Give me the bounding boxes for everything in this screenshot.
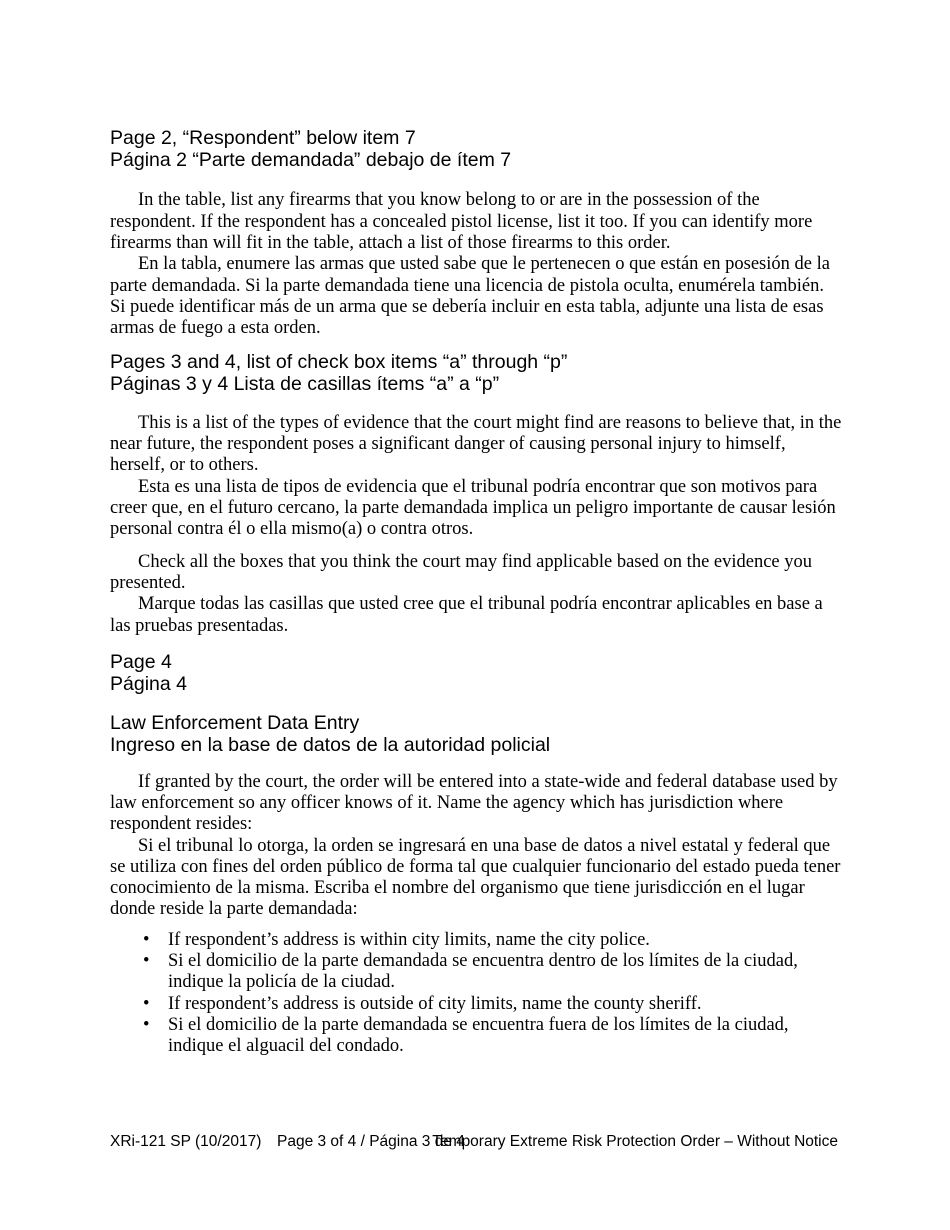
paragraph-evidence-list-en: This is a list of the types of evidence that the court might find are reasons to believe that, in the near future, the respondent poses a significant danger of causing personal injury to himself, herself, or to others. [110, 412, 842, 476]
section-heading-page2-es: Página 2 “Parte demandada” debajo de ítem 7 [110, 148, 512, 171]
footer-form-title: Temporary Extreme Risk Protection Order – Without Notice [432, 1133, 838, 1150]
paragraph-check-boxes-en: Check all the boxes that you think the court may find applicable based on the evidence you presented. [110, 551, 813, 593]
bullet-city-police-es: • Si el domicilio de la parte demandada se encuentra dentro de los límites de la ciudad, indique la policía de la ciudad. [110, 951, 844, 994]
footer-form-number: XRi-121 SP (10/2017) [110, 1133, 262, 1150]
paragraph-evidence-list-es: Esta es una lista de tipos de evidencia que el tribunal podría encontrar que son motivos para creer que, en el futuro cercano, la parte demandada implica un peligro importante de causar lesión personal contra él o ella mismo(a) o contra otros. [110, 476, 836, 540]
paragraph-firearms-table-es: En la tabla, enumere las armas que usted sabe que le pertenecen o que están en posesión de la parte demandada. Si la parte demandada tiene una licencia de pistola oculta, enumérela también. Si puede identificar más de un arma que se debería incluir en esta tabla, adjunte una lista de esas armas de fuego a esta orden. [110, 254, 830, 339]
paragraph-firearms-table-en: In the table, list any firearms that you know belong to or are in the possession of the respondent. If the respondent has a concealed pistol license, list it too. If you can identify more firearms than will fit in the table, attach a list of those firearms to this order. [110, 190, 813, 253]
bullet-county-sheriff-en: • If respondent’s address is outside of city limits, name the county sheriff. [110, 994, 844, 1015]
paragraph-database-en: If granted by the court, the order will be entered into a state-wide and federal database used by law enforcement so any officer knows of it. Name the agency which has jurisdiction where respondent resides: [110, 771, 838, 835]
bullet-city-police-en: • If respondent’s address is within city limits, name the city police. [110, 930, 844, 951]
footer-page-indicator: Page 3 of 4 / Página 3 de 4 [277, 1133, 465, 1150]
section-heading-data-entry [110, 713, 844, 756]
bullet-county-sheriff-es: • Si el domicilio de la parte demandada se encuentra fuera de los límites de la ciudad, indique el alguacil del condado. [110, 1015, 844, 1058]
agency-bullet-list [110, 930, 844, 1058]
paragraph-check-boxes-es: Marque todas las casillas que usted cree que el tribunal podría encontrar aplicables en base a las pruebas presentadas. [110, 594, 823, 636]
section-heading-checkboxes-es: Páginas 3 y 4 Lista de casillas ítems “a” a “p” [110, 373, 500, 396]
section-heading-page4-en: Page 4 [110, 650, 172, 673]
section-heading-checkboxes [110, 352, 844, 395]
section-heading-data-entry-es: Ingreso en la base de datos de la autoridad policial [110, 733, 551, 756]
section-heading-page2-en: Page 2, “Respondent” below item 7 [110, 127, 416, 149]
section-heading-page4 [110, 652, 844, 695]
paragraph-database-es: Si el tribunal lo otorga, la orden se ingresará en una base de datos a nivel estatal y federal que se utiliza con fines del orden público de forma tal que cualquier funcionario del estado pueda tener conocimiento de la misma. Escriba el nombre del organismo que tiene jurisdicción en el lugar donde reside la parte demandada: [110, 835, 841, 920]
instructions-content [110, 128, 844, 1058]
section-heading-checkboxes-en: Pages 3 and 4, list of check box items “a” through “p” [110, 351, 568, 374]
section-heading-data-entry-en: Law Enforcement Data Entry [110, 712, 360, 735]
section-heading-page4-es: Página 4 [110, 672, 187, 695]
section-heading-page2 [110, 128, 844, 171]
